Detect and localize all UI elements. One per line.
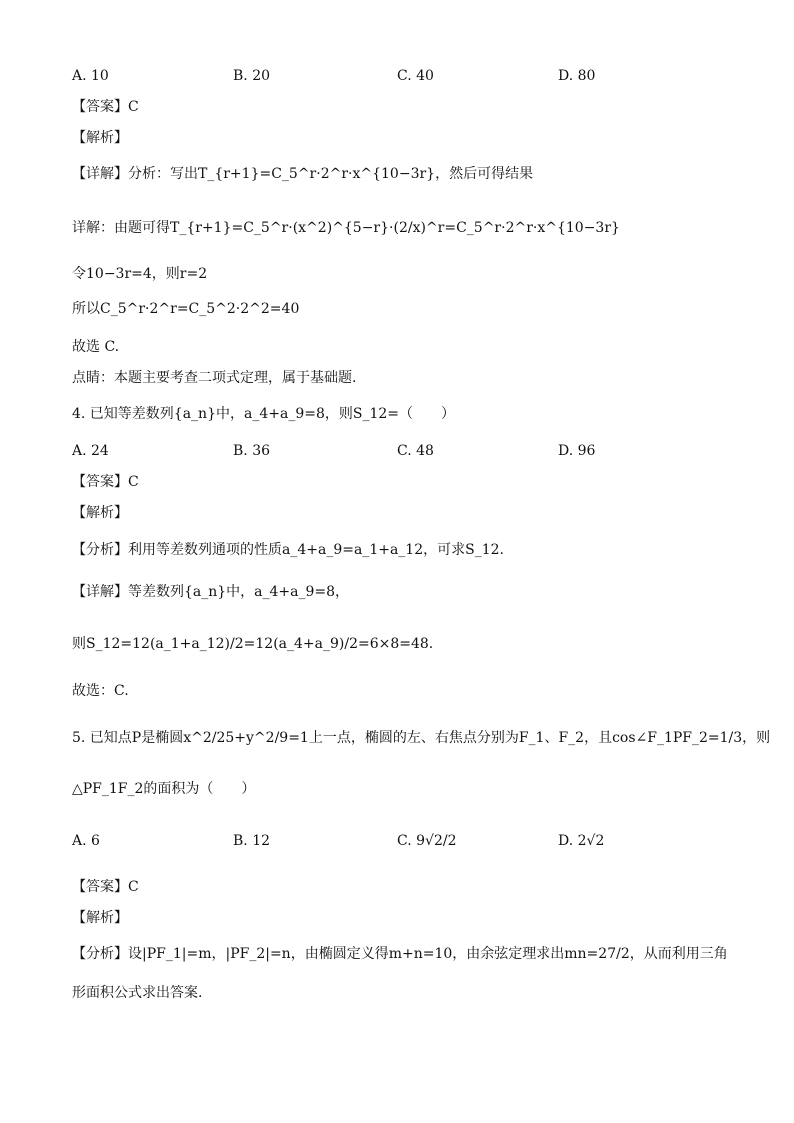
q5-answer-line <box>72 877 139 897</box>
q3-choose: 故选 C. <box>72 339 120 355</box>
answer-tag: 【答案】 <box>72 879 128 895</box>
q4-choose: 故选：C. <box>72 683 129 699</box>
q4-detail-line-1 <box>72 582 349 602</box>
q4-detail-text: 等差数列{a_n}中，a_4+a_9=8， <box>128 584 350 600</box>
q5-stem-2: △PF_1F_2的面积为（ ） <box>72 781 256 797</box>
answer-tag: 【答案】 <box>72 99 128 115</box>
q3-option-d: D. 80 <box>558 68 596 84</box>
q5-fenxi-line <box>72 944 728 964</box>
analysis-tag: 【解析】 <box>72 910 128 926</box>
q3-remark: 点睛：本题主要考查二项式定理，属于基础题. <box>72 370 357 386</box>
fenxi-tag: 【分析】 <box>72 542 128 558</box>
q4-option-b: B. 36 <box>233 443 271 459</box>
analysis-tag: 【解析】 <box>72 130 128 146</box>
answer-tag: 【答案】 <box>72 474 128 490</box>
q4-detail-line-2: 则S_12=12(a_1+a_12)/2=12(a_4+a_9)/2=6×8=48. <box>72 636 434 652</box>
q5-analysis-tag <box>72 908 128 928</box>
q5-option-d: D. 2√2 <box>558 833 605 849</box>
detail-tag: 【详解】 <box>72 584 128 600</box>
q4-option-c: C. 48 <box>397 443 434 459</box>
q5-stem: 5. 已知点P是椭圆x^2/25+y^2/9=1上一点，椭圆的左、右焦点分别为F_1、F_2，且cos∠F_1PF_2=1/3，则 <box>72 730 771 746</box>
answer-value: C <box>128 879 139 895</box>
analysis-tag: 【解析】 <box>72 505 128 521</box>
q3-detail-line-2: 详解：由题可得T_{r+1}=C_5^r·(x^2)^{5−r}·(2/x)^r=C_5^r·2^r·x^{10−3r} <box>72 220 620 236</box>
q3-detail-text: 分析：写出T_{r+1}=C_5^r·2^r·x^{10−3r}，然后可得结果 <box>128 166 534 182</box>
q3-detail-line-3: 令10−3r=4，则r=2 <box>72 266 208 282</box>
q5-option-a: A. 6 <box>72 833 100 849</box>
q5-option-b: B. 12 <box>233 833 271 849</box>
q3-option-c: C. 40 <box>397 68 434 84</box>
q3-option-a: A. 10 <box>72 68 109 84</box>
q3-detail-line-1 <box>72 164 533 184</box>
answer-value: C <box>128 474 139 490</box>
q3-option-b: B. 20 <box>233 68 271 84</box>
q4-option-d: D. 96 <box>558 443 596 459</box>
q4-analysis-tag <box>72 503 128 523</box>
answer-value: C <box>128 99 139 115</box>
q5-fenxi-line-2: 形面积公式求出答案. <box>72 985 203 1001</box>
q4-fenxi-text: 利用等差数列通项的性质a_4+a_9=a_1+a_12，可求S_12. <box>128 542 504 558</box>
q3-analysis-tag <box>72 128 128 148</box>
detail-tag: 【详解】 <box>72 166 128 182</box>
q4-stem: 4. 已知等差数列{a_n}中，a_4+a_9=8，则S_12=（ ） <box>72 406 455 422</box>
q4-option-a: A. 24 <box>72 443 109 459</box>
q3-answer-line <box>72 97 139 117</box>
q3-detail-line-4: 所以C_5^r·2^r=C_5^2·2^2=40 <box>72 301 300 317</box>
fenxi-tag: 【分析】 <box>72 946 128 962</box>
q5-option-c: C. 9√2/2 <box>397 833 457 849</box>
q4-answer-line <box>72 472 139 492</box>
q4-fenxi-line <box>72 540 504 560</box>
q5-fenxi-text: 设|PF_1|=m，|PF_2|=n，由椭圆定义得m+n=10，由余弦定理求出mn=27/2，从而利用三角 <box>128 946 728 962</box>
